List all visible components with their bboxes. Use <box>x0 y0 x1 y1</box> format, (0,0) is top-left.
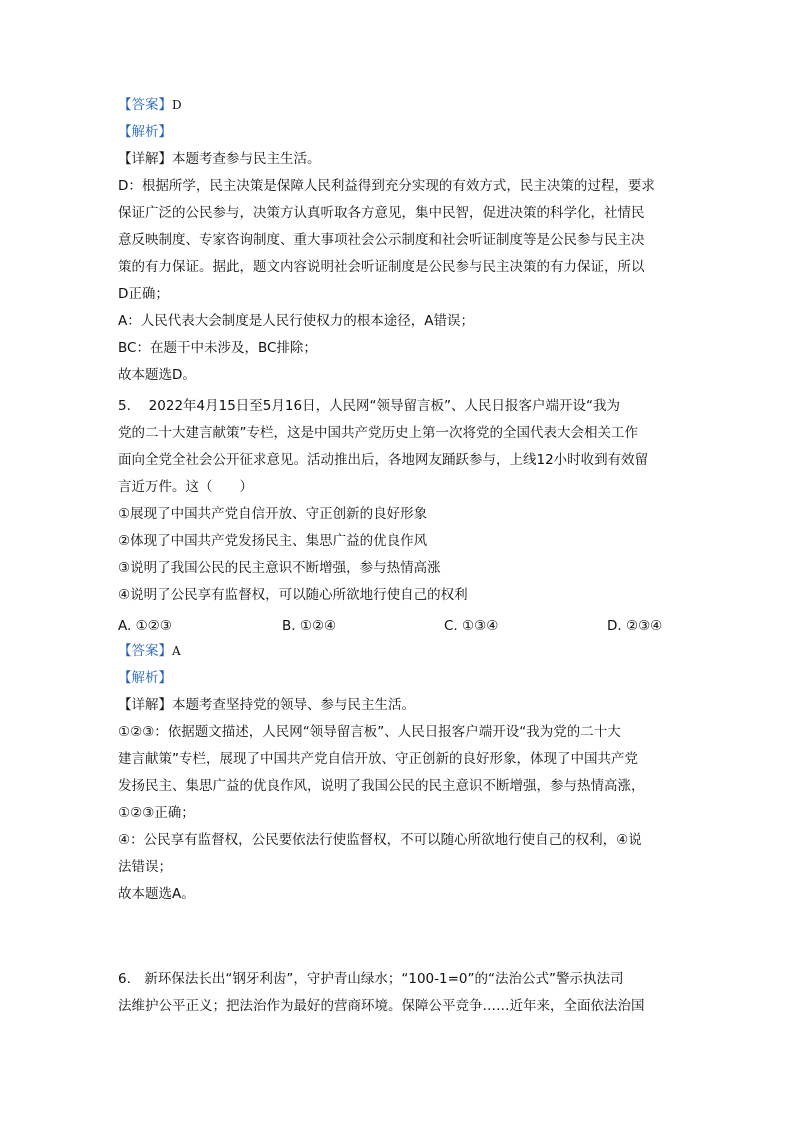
q5-statement: ②体现了中国共产党发扬民主、集思广益的优良作风 <box>118 533 428 549</box>
q5-body-line: 故本题选A。 <box>118 886 195 902</box>
detail-intro: 本题考查参与民主生活。 <box>172 151 321 167</box>
answer-value: A <box>172 644 181 658</box>
q4-answer-line <box>118 96 182 114</box>
q4-body-line: A：人民代表大会制度是人民行使权力的根本途径，A错误； <box>118 313 474 329</box>
detail-tag: 【详解】 <box>118 697 172 713</box>
q5-body-line: ④：公民享有监督权，公民要依法行使监督权，不可以随心所欲地行使自己的权利，④说 <box>118 832 642 848</box>
q5-analysis-line <box>118 669 172 687</box>
q6-stem-line: 6. 新环保法长出“钢牙利齿”，守护青山绿水；“100-1=0”的“法治公式”警示执法司 <box>118 971 624 987</box>
q5-statement: ①展现了中国共产党自信开放、守正创新的良好形象 <box>118 506 428 522</box>
q4-body-line: BC：在题干中未涉及，BC排除； <box>118 340 317 356</box>
q5-statement: ③说明了我国公民的民主意识不断增强，参与热情高涨 <box>118 560 441 576</box>
q5-body-line: 法错误； <box>118 859 172 875</box>
q5-body-line: 发扬民主、集思广益的优良作风，说明了我国公民的民主意识不断增强，参与热情高涨， <box>118 778 645 794</box>
q4-body-line: 故本题选D。 <box>118 367 196 383</box>
q5-option-b: B. ①②④ <box>282 618 337 634</box>
q5-option-a: A. ①②③ <box>118 618 172 634</box>
q5-body-line: 建言献策”专栏，展现了中国共产党自信开放、守正创新的良好形象，体现了中国共产党 <box>118 751 638 767</box>
answer-tag: 【答案】 <box>118 643 172 659</box>
q6-stem-line: 法维护公平正义；把法治作为最好的营商环境。保障公平竞争……近年来，全面依法治国 <box>118 998 645 1014</box>
answer-tag: 【答案】 <box>118 97 172 113</box>
answer-value: D <box>172 98 182 112</box>
q4-analysis-line <box>118 123 172 141</box>
q5-detail-line <box>118 696 415 714</box>
q4-body-line: 意反映制度、专家咨询制度、重大事项社会公示制度和社会听证制度等是公民参与民主决 <box>118 232 645 248</box>
q5-stem-line: 面向全党全社会公开征求意见。活动推出后，各地网友踊跃参与，上线12小时收到有效留 <box>118 452 649 468</box>
q4-body-line: D：根据所学，民主决策是保障人民利益得到充分实现的有效方式，民主决策的过程，要求 <box>118 178 655 194</box>
q4-body-line: 保证广泛的公民参与，决策方认真听取各方意见，集中民智，促进决策的科学化，社情民 <box>118 205 645 221</box>
q5-answer-line <box>118 642 181 660</box>
q5-option-d: D. ②③④ <box>607 618 663 634</box>
q5-statement: ④说明了公民享有监督权，可以随心所欲地行使自己的权利 <box>118 587 468 603</box>
q4-body-line: D正确； <box>118 286 169 302</box>
q5-stem-line: 言近万件。这（ ） <box>118 479 253 495</box>
q5-body-line: ①②③：依据题文描述，人民网“领导留言板”、人民日报客户端开设“我为党的二十大 <box>118 724 621 740</box>
detail-intro: 本题考查坚持党的领导、参与民主生活。 <box>172 697 415 713</box>
q5-stem-line: 党的二十大建言献策”专栏，这是中国共产党历史上第一次将党的全国代表大会相关工作 <box>118 425 638 441</box>
q5-body-line: ①②③正确； <box>118 805 195 821</box>
q4-detail-line <box>118 150 321 168</box>
detail-tag: 【详解】 <box>118 151 172 167</box>
analysis-tag: 【解析】 <box>118 124 172 140</box>
q4-body-line: 策的有力保证。据此，题文内容说明社会听证制度是公民参与民主决策的有力保证，所以 <box>118 259 645 275</box>
q5-stem-line: 5. 2022年4月15日至5月16日，人民网“领导留言板”、人民日报客户端开设“我为 <box>118 398 621 414</box>
q5-option-c: C. ①③④ <box>444 618 499 634</box>
analysis-tag: 【解析】 <box>118 670 172 686</box>
